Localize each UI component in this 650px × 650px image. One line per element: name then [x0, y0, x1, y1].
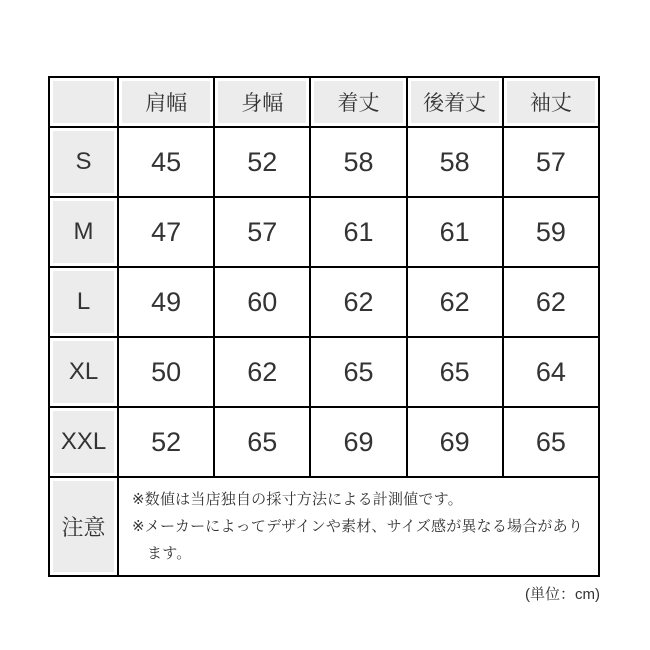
cell-s-shoulder-width: 45 — [118, 127, 214, 197]
size-chart-table — [48, 76, 600, 577]
cell-s-body-width: 52 — [214, 127, 310, 197]
row-header-xxl: XXL — [49, 407, 118, 477]
cell-xxl-length: 69 — [310, 407, 406, 477]
cell-l-back-length: 62 — [407, 267, 503, 337]
table-row-s — [49, 127, 599, 197]
cell-xl-back-length: 65 — [407, 337, 503, 407]
cell-s-sleeve-length: 57 — [503, 127, 599, 197]
column-header-shoulder-width: 肩幅 — [118, 77, 214, 127]
cell-s-length: 58 — [310, 127, 406, 197]
column-header-back-length: 後着丈 — [407, 77, 503, 127]
row-header-s: S — [49, 127, 118, 197]
column-header-body-width: 身幅 — [214, 77, 310, 127]
note-line-measurement: ※数値は当店独自の採寸方法による計測値です。 — [132, 491, 463, 508]
cell-m-length: 61 — [310, 197, 406, 267]
column-header-sleeve-length: 袖丈 — [503, 77, 599, 127]
cell-l-body-width: 60 — [214, 267, 310, 337]
row-header-xl: XL — [49, 337, 118, 407]
note-label: 注意 — [49, 477, 118, 576]
header-row — [49, 77, 599, 127]
row-header-m: M — [49, 197, 118, 267]
note-cell — [118, 477, 599, 576]
cell-l-sleeve-length: 62 — [503, 267, 599, 337]
cell-xxl-sleeve-length: 65 — [503, 407, 599, 477]
corner-cell — [49, 77, 118, 127]
cell-xl-body-width: 62 — [214, 337, 310, 407]
row-header-l: L — [49, 267, 118, 337]
cell-xxl-shoulder-width: 52 — [118, 407, 214, 477]
table-row-xxl — [49, 407, 599, 477]
cell-s-back-length: 58 — [407, 127, 503, 197]
table-row-xl — [49, 337, 599, 407]
cell-xl-sleeve-length: 64 — [503, 337, 599, 407]
cell-xl-shoulder-width: 50 — [118, 337, 214, 407]
cell-l-length: 62 — [310, 267, 406, 337]
cell-m-back-length: 61 — [407, 197, 503, 267]
note-row — [49, 477, 599, 576]
cell-m-sleeve-length: 59 — [503, 197, 599, 267]
column-header-length: 着丈 — [310, 77, 406, 127]
cell-xl-length: 65 — [310, 337, 406, 407]
table-row-l — [49, 267, 599, 337]
cell-xxl-back-length: 69 — [407, 407, 503, 477]
cell-m-body-width: 57 — [214, 197, 310, 267]
table-row-m — [49, 197, 599, 267]
note-line-manufacturer: ※メーカーによってデザインや素材、サイズ感が異なる場合があります。 — [132, 518, 584, 562]
cell-xxl-body-width: 65 — [214, 407, 310, 477]
cell-m-shoulder-width: 47 — [118, 197, 214, 267]
cell-l-shoulder-width: 49 — [118, 267, 214, 337]
unit-note: (単位：cm) — [525, 586, 600, 603]
